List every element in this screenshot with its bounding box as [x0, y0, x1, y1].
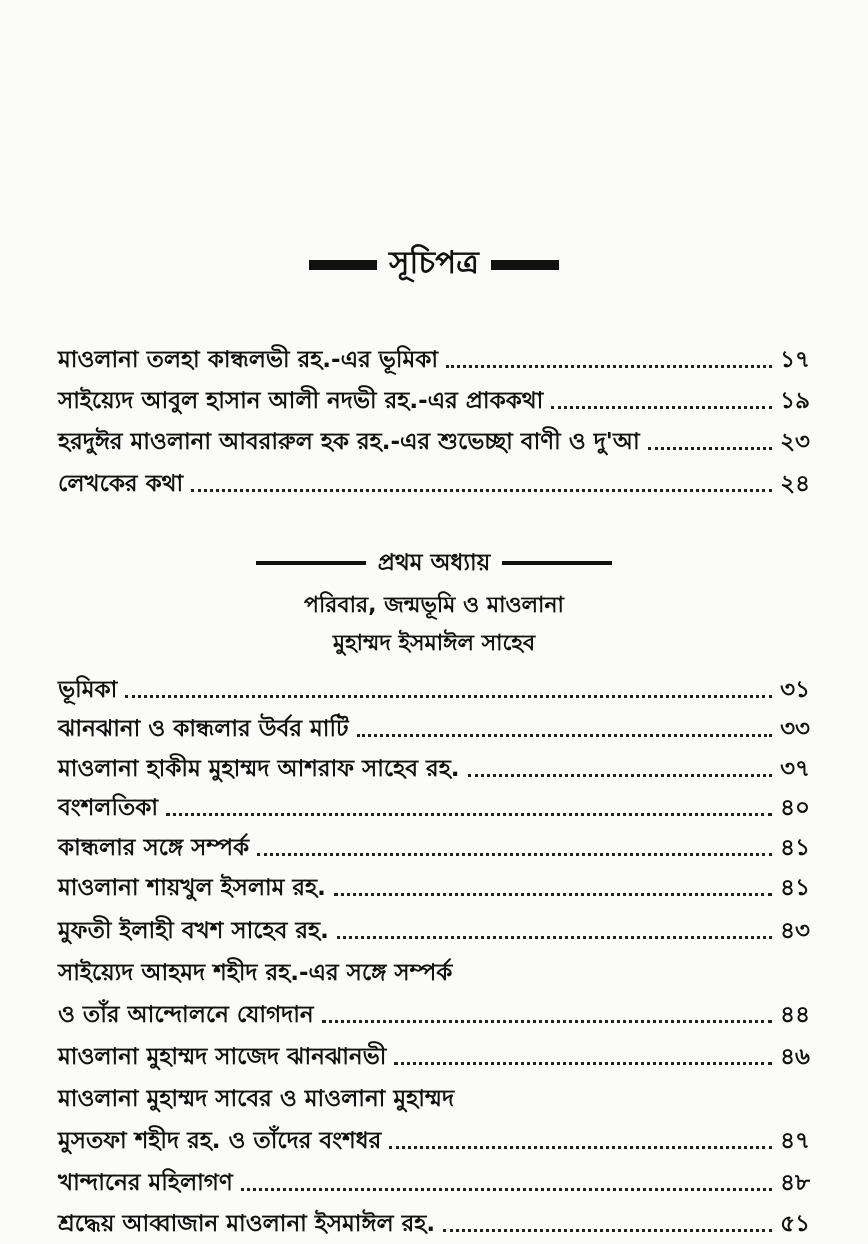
dot-leader [166, 813, 772, 816]
entry-page: ৪০ [780, 795, 810, 821]
chapter-bar-left [256, 561, 366, 565]
entry-page: ৫১ [780, 1211, 810, 1237]
chapter-subtitle-line2: মুহাম্মদ ইসমাঈল সাহেব [332, 631, 536, 656]
chapter-label: প্রথম অধ্যায় [377, 549, 491, 576]
heading-bar-left [309, 260, 377, 270]
entry-title: কান্ধলার সঙ্গে সম্পর্ক [58, 835, 250, 861]
toc-entry[interactable] [58, 864, 810, 904]
entry-title: হরদুঈর মাওলানা আবরারুল হক রহ.-এর শুভেচ্ছা বাণী ও দু'আ [58, 429, 640, 455]
entry-page: ৪১ [780, 835, 810, 861]
entry-title: ভূমিকা [58, 677, 118, 703]
entry-title: মুফতী ইলাহী বখশ সাহেব রহ. [58, 918, 329, 944]
entry-page: ১৭ [780, 347, 810, 373]
dot-leader [468, 774, 773, 777]
dot-leader [334, 893, 772, 896]
entry-page: ২৪ [780, 471, 810, 497]
entry-title: সাইয়্যেদ আবুল হাসান আলী নদভী রহ.-এর প্রাককথা [58, 388, 544, 414]
chapter-subtitle-line1: পরিবার, জন্মভূমি ও মাওলানা [304, 593, 564, 618]
entry-page: ৩৩ [780, 716, 810, 742]
toc-entry[interactable] [58, 460, 810, 500]
dot-leader [357, 734, 772, 737]
dot-leader [648, 447, 772, 450]
heading-bar-right [491, 260, 559, 270]
dot-leader [191, 489, 772, 492]
toc-entry[interactable] [58, 1033, 810, 1073]
toc-entry[interactable] [58, 1200, 810, 1240]
entry-title: ঝানঝানা ও কান্ধলার উর্বর মাটি [58, 716, 349, 742]
entry-title: ও তাঁর আন্দোলনে যোগদান [58, 1002, 314, 1028]
entry-page: ৪৬ [780, 1044, 810, 1070]
dot-leader [551, 406, 772, 409]
toc-entry[interactable] [58, 991, 810, 1031]
toc-entry[interactable] [58, 705, 810, 745]
dot-leader [337, 936, 772, 939]
toc-entry[interactable] [58, 1159, 810, 1199]
entry-title: সাইয়্যেদ আহমদ শহীদ রহ.-এর সঙ্গে সম্পর্ক [58, 960, 453, 986]
entry-page: ৪৭ [780, 1128, 810, 1154]
chapter-heading [0, 546, 868, 580]
dot-leader [446, 365, 772, 368]
dot-leader [389, 1146, 772, 1149]
entry-page: ৪৩ [780, 918, 810, 944]
entry-title: লেখকের কথা [58, 471, 184, 497]
toc-entry[interactable] [58, 824, 810, 864]
entry-title: খান্দানের মহিলাগণ [58, 1170, 233, 1196]
entry-page: ৪৮ [780, 1170, 810, 1196]
toc-entry[interactable] [58, 418, 810, 458]
entry-title: শ্রদ্ধেয় আব্বাজান মাওলানা ইসমাঈল রহ. [58, 1211, 436, 1237]
entry-title: মাওলানা হাকীম মুহাম্মদ আশরাফ সাহেব রহ. [58, 756, 460, 782]
toc-entry-line1[interactable] [58, 949, 810, 989]
entry-title: মুসতফা শহীদ রহ. ও তাঁদের বংশধর [58, 1128, 382, 1154]
entry-title: বংশলতিকা [58, 795, 159, 821]
entry-title: মাওলানা মুহাম্মদ সাবের ও মাওলানা মুহাম্মদ [58, 1086, 455, 1112]
entry-page: ৩৭ [780, 756, 810, 782]
entry-page: ২৩ [780, 429, 810, 455]
toc-entry[interactable] [58, 377, 810, 417]
chapter-bar-right [502, 561, 612, 565]
page-title: সূচিপত্র [389, 245, 479, 281]
entry-page: ৪১ [780, 875, 810, 901]
toc-entry[interactable] [58, 666, 810, 706]
entry-page: ১৯ [780, 388, 810, 414]
dot-leader [394, 1062, 772, 1065]
toc-entry[interactable] [58, 1117, 810, 1157]
entry-page: ৪৪ [780, 1002, 810, 1028]
dot-leader [125, 695, 772, 698]
toc-entry-line1[interactable] [58, 1075, 810, 1115]
toc-entry[interactable] [58, 745, 810, 785]
entry-title: মাওলানা শায়খুল ইসলাম রহ. [58, 875, 326, 901]
dot-leader [257, 853, 772, 856]
toc-entry[interactable] [58, 907, 810, 947]
entry-title: মাওলানা মুহাম্মদ সাজেদ ঝানঝানভী [58, 1044, 387, 1070]
toc-entry[interactable] [58, 336, 810, 376]
dot-leader [241, 1188, 772, 1191]
dot-leader [322, 1020, 773, 1023]
entry-page: ৩১ [780, 677, 810, 703]
toc-entry[interactable] [58, 784, 810, 824]
dot-leader [443, 1229, 772, 1232]
toc-heading [0, 240, 868, 290]
entry-title: মাওলানা তলহা কান্ধলভী রহ.-এর ভূমিকা [58, 347, 438, 373]
